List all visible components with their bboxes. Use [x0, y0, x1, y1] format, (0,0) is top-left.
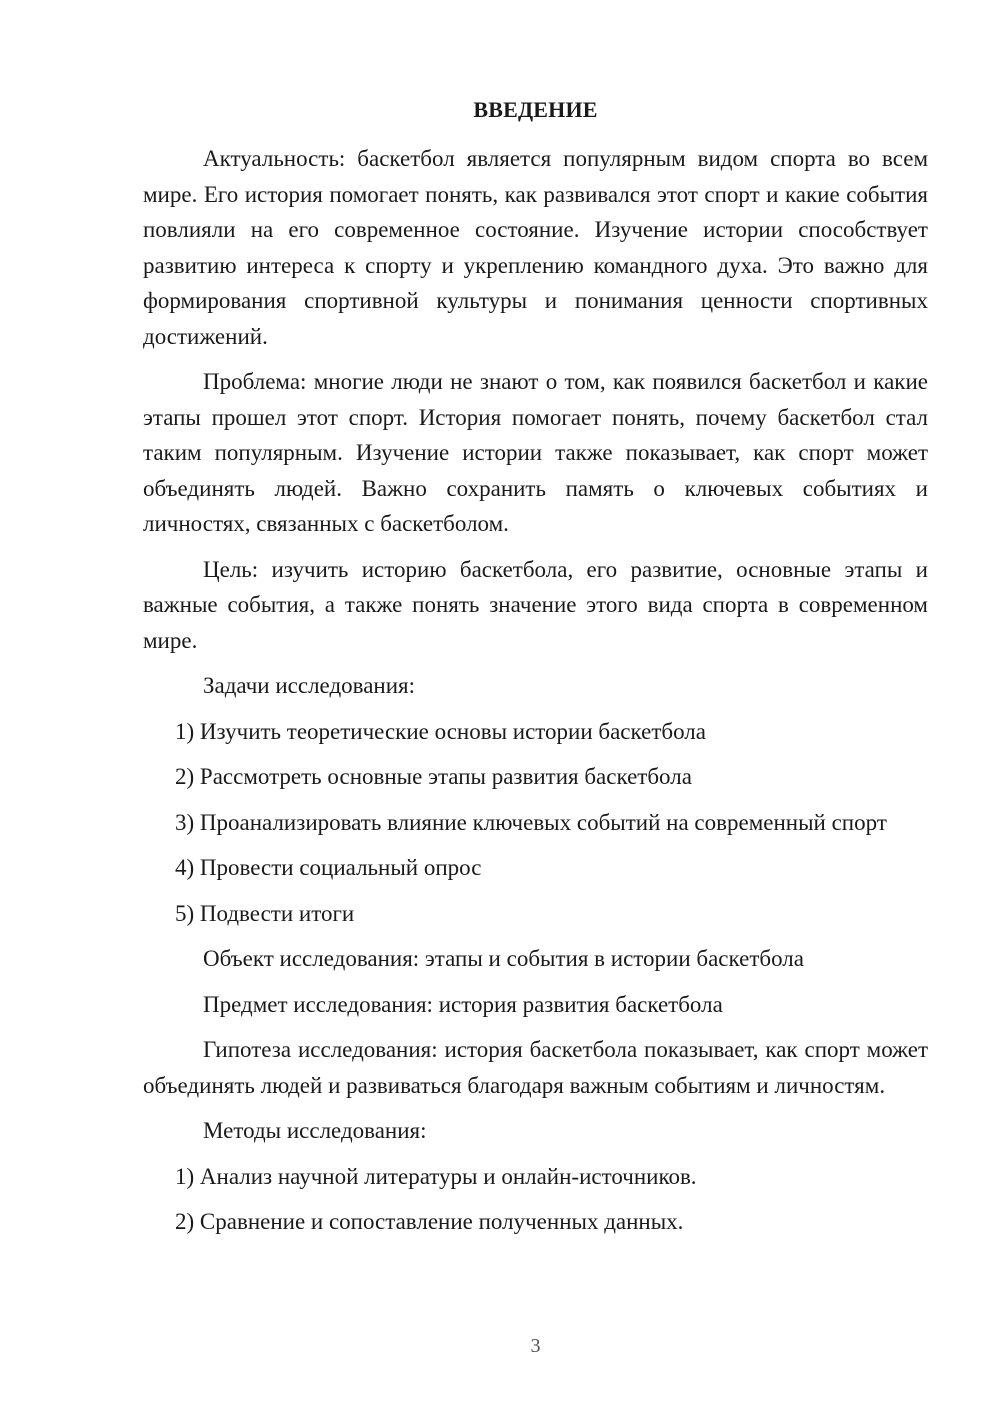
- paragraph-tasks-heading: Задачи исследования:: [203, 673, 416, 698]
- page-number: 3: [530, 1335, 541, 1357]
- paragraph-methods-heading: Методы исследования:: [203, 1118, 427, 1143]
- document-body: [143, 141, 928, 1250]
- task-item-1: 1) Изучить теоретические основы истории баскетбола: [175, 718, 706, 744]
- section-title: ВВЕДЕНИЕ: [473, 97, 598, 122]
- paragraph-relevance: Актуальность: баскетбол является популярным видом спорта во всем мире. Его история помогает понять, как развивался этот спорт и какие события повлияли на его современное состояние. Изучение истории способствует развитию интереса к спорту и укреплению командного духа. Это важно для формирования спортивной культуры и понимания ценности спортивных достижений.: [143, 146, 928, 349]
- task-item-3: 3) Проанализировать влияние ключевых событий на современный спорт: [175, 809, 887, 835]
- task-item-4: 4) Провести социальный опрос: [175, 855, 482, 880]
- task-item-5: 5) Подвести итоги: [175, 900, 355, 926]
- document-page: [143, 0, 928, 1414]
- method-item-2: 2) Сравнение и сопоставление полученных данных.: [175, 1209, 684, 1234]
- paragraph-goal: Цель: изучить историю баскетбола, его развитие, основные этапы и важные события, а также понять значение этого вида спорта в современном мире.: [143, 556, 928, 653]
- paragraph-hypothesis: Гипотеза исследования: история баскетбола показывает, как спорт может объединять людей и развиваться благодаря важным событиям и личностям.: [143, 1037, 928, 1098]
- paragraph-object: Объект исследования: этапы и события в истории баскетбола: [203, 946, 804, 971]
- paragraph-subject: Предмет исследования: история развития баскетбола: [203, 991, 723, 1017]
- method-item-1: 1) Анализ научной литературы и онлайн-источников.: [175, 1163, 697, 1189]
- paragraph-problem: Проблема: многие люди не знают о том, как появился баскетбол и какие этапы прошел этот спорт. История помогает понять, почему баскетбол стал таким популярным. Изучение истории также показывает, как спорт может объединять людей. Важно сохранить память о ключевых событиях и личностях, связанных с баскетболом.: [143, 369, 928, 536]
- task-item-2: 2) Рассмотреть основные этапы развития баскетбола: [175, 764, 692, 789]
